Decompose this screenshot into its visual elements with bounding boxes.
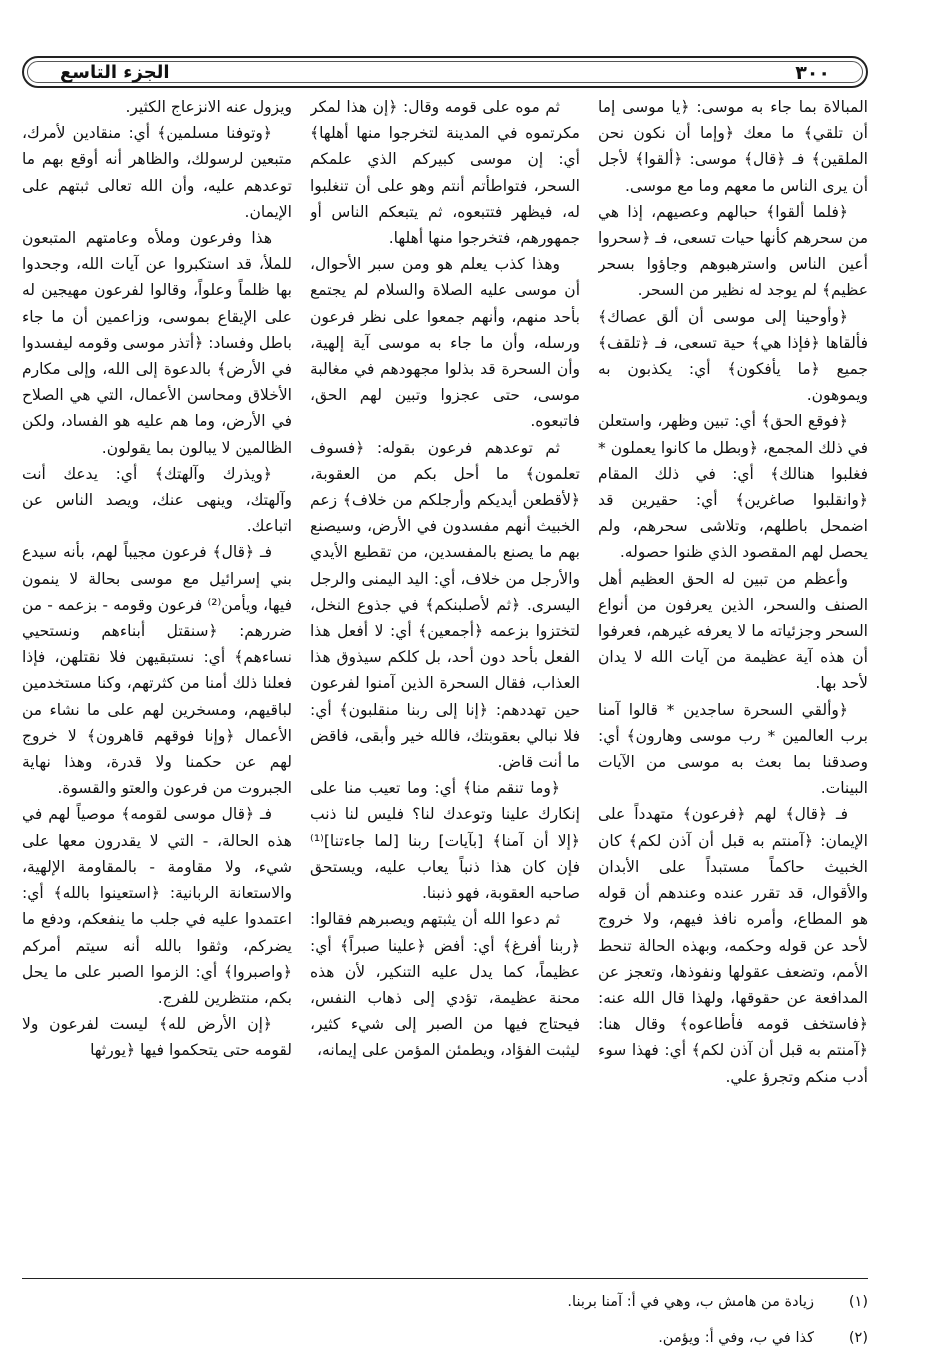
paragraph: ﴿وأوحينا إلى موسى أن ألق عصاك﴾ فألقاها ﴿فإذا هي﴾ حية تسعى، فـ ﴿تلقف﴾ جميع ﴿ما يأفكون﴾ أي: يكذبون به ويموهون. <box>598 307 868 405</box>
paragraph: وأعظم من تبين له الحق العظيم أهل الصنف والسحر، الذين يعرفون من أنواع السحر وجزئياته ما لا يعرفه غيرهم، فعرفوا أن هذه آية عظيمة من آيات الله لا يدان لأحد بها. <box>598 569 868 693</box>
part-title: الجزء التاسع <box>60 62 170 83</box>
footnote-divider <box>22 1278 868 1279</box>
paragraph: ﴿إن الأرض لله﴾ ليست لفرعون ولا لقومه حتى يتحكموا فيها ﴿يورثها <box>22 1015 292 1060</box>
column-left <box>22 94 292 1266</box>
paragraph: ﴿فوقع الحق﴾ أي: تبين وظهر، واستعلن في ذلك المجمع، ﴿وبطل ما كانوا يعملون * فغلبوا هنالك﴾ أي: في ذلك المقام ﴿وانقلبوا صاغرين﴾ أي: حقيرين قد اضمحل باطلهم، وتلاشى سحرهم، ولم يحصل لهم المقصود الذي ظنوا حصوله. <box>598 412 868 562</box>
paragraph: ﴿وألقي السحرة ساجدين * قالوا آمنا برب العالمين * رب موسى وهارون﴾ أي: وصدقنا بما بعث به موسى من الآيات البينات. <box>598 700 868 798</box>
paragraph: ويزول عنه الانزعاج الكثير. <box>125 98 292 116</box>
paragraph: وهذا كذب يعلم هو ومن سبر الأحوال، أن موسى عليه الصلاة والسلام لم يجتمع بأحد منهم، وأنهم جمعوا على نظر فرعون ورسله، وأن ما جاء به موسى آية إلهية، وأن السحرة قد بذلوا مجهودهم في مغالبة موسى، حتى عجزوا وتبين لهم الحق، فاتبعوه. <box>310 255 580 431</box>
paragraph: هذا وفرعون وملأه وعامتهم المتبعون للملأ، قد استكبروا عن آيات الله، وجحدوا بها ظلماً وعلواً، وقالوا لفرعون مهيجين له على الإيقاع بموسى، وزاعمين أن ما جاء باطل وفساد: ﴿أتذر موسى وقومه ليفسدوا في الأرض﴾ بالدعوة إلى الله، وإلى مكارم الأخلاق ومحاسن الأعمال، التي هي الصلاح في الأرض، وما هم عليه هو الفساد، ولكن الظالمين لا يبالون بما يقولون. <box>22 229 292 457</box>
column-right <box>598 94 868 1266</box>
running-header-frame <box>22 56 868 88</box>
paragraph: المبالاة بما جاء به موسى: ﴿يا موسى إما أن تلقي﴾ ما معك ﴿وإما أن نكون نحن الملقين﴾ فـ ﴿قال﴾ موسى: ﴿ألقوا﴾ لأجل أن يرى الناس ما معهم وما مع موسى. <box>598 98 868 195</box>
paragraph: ثم توعدهم فرعون بقوله: ﴿فسوف تعلمون﴾ ما أحل بكم من العقوبة، ﴿لأقطعن أيديكم وأرجلكم من خلاف﴾ زعم الخبيث أنهم مفسدون في الأرض، وسيصنع بهم ما يصنع بالمفسدين، من تقطيع الأيدي والأرجل من خلاف، أي: اليد اليمنى والرجل اليسرى. ﴿ثم لأصلبنكم﴾ في جذوع النخل، لتختزوا بزعمه ﴿أجمعين﴾ أي: لا أفعل هذا الفعل بأحد دون أحد، بل كلكم سيذوق هذا العذاب، فقال السحرة الذين آمنوا لفرعون حين تهددهم: ﴿إنا إلى ربنا منقلبون﴾ أي: فلا نبالي بعقوبتك، فالله خير وأبقى، فاقض ما أنت قاض. <box>310 438 580 772</box>
paragraph: فـ ﴿قال﴾ لهم ﴿فرعون﴾ متهدداً على الإيمان: ﴿آمنتم به قبل أن آذن لكم﴾ كان الخبيث حاكماً مستبداً على الأبدان والأقوال، قد تقرر عنده وعندهم أن قوله هو المطاع، وأمره نافذ فيهم، ولا خروج لأحد عن قوله وحكمه، وبهذه الحالة تنحط الأمم، وتضعف عقولها ونفوذها، وتعجز عن المدافعة عن حقوقها، ولهذا قال الله عنه: ﴿فاستخف قومه فأطاعوه﴾ وقال هنا: ﴿آمنتم به قبل أن آذن لكم﴾ أي: فهذا سوء أدب منكم وتجرؤ علي. <box>598 805 868 1086</box>
paragraph: ﴿ويذرك وآلهتك﴾ أي: يدعك أنت وآلهتك، وينهى عنك، ويصد الناس عن اتباعك. <box>22 464 292 536</box>
paragraph: ﴿وما تنقم منا﴾ أي: وما تعيب منا على إنكارك علينا وتوعدك لنا؟ فليس لنا ذنب ﴿إلا أن آمنا﴾ [بآيات] ربنا [لما جاءتنا]⁽¹⁾ فإن كان هذا ذنباً يعاب عليه، ويستحق صاحبه العقوبة، فهو ذنبنا. <box>310 779 580 903</box>
paragraph: ﴿وتوفنا مسلمين﴾ أي: منقادين لأمرك، متبعين لرسولك، والظاهر أنه أوقع بهم ما توعدهم عليه، وأن الله تعالى ثبتهم على الإيمان. <box>22 124 292 221</box>
footnote-number: (٢) <box>848 1330 868 1346</box>
footnote <box>22 1290 868 1314</box>
footnote-number: (١) <box>848 1294 868 1310</box>
paragraph: ثم موه على قومه وقال: ﴿إن هذا لمكر مكرتموه في المدينة لتخرجوا منها أهلها﴾ أي: إن موسى كبيركم الذي علمكم السحر، فتواطأتم أنتم وهو على أن تنغلبوا له، فيظهر فتتبعوه، ثم يتبعكم الناس أو جمهورهم، فتخرجوا منها أهلها. <box>310 98 580 248</box>
text-columns <box>22 94 868 1266</box>
footnote-text: كذا في ب، وفي أ: ويؤمن. <box>658 1330 814 1346</box>
footnotes <box>22 1290 868 1362</box>
column-middle <box>310 94 580 1266</box>
page-number: ٣٠٠ <box>795 62 830 84</box>
paragraph: ثم دعوا الله أن يثبتهم ويصبرهم فقالوا: ﴿ربنا أفرغ﴾ أي: أفض ﴿علينا صبراً﴾ أي: عظيماً، كما يدل عليه التنكير، لأن هذه محنة عظيمة، تؤدي إلى ذهاب النفس، فيحتاج فيها من الصبر إلى شيء كثير، ليثبت الفؤاد، ويطمئن المؤمن على إيمانه، <box>310 910 580 1060</box>
footnote-text: زيادة من هامش ب، وهي في أ: آمنا بربنا. <box>567 1294 814 1310</box>
paragraph: فـ ﴿قال موسى لقومه﴾ موصياً لهم في هذه الحالة، - التي لا يقدرون معها على شيء، ولا مقاومة - بالمقاومة الإلهية، والاستعانة الربانية: ﴿استعينوا بالله﴾ أي: اعتمدوا عليه في جلب ما ينفعكم، ودفع ما يضركم، وثقوا بالله أنه سيتم أمركم ﴿واصبروا﴾ أي: الزموا الصبر على ما يحل بكم، منتظرين للفرج. <box>22 805 292 1007</box>
paragraph: ﴿فلما ألقوا﴾ حبالهم وعصيهم، إذا هي من سحرهم كأنها حيات تسعى، فـ ﴿سحروا أعين الناس واسترهبوهم وجاؤوا بسحر عظيم﴾ لم يوجد له نظير من السحر. <box>598 202 868 300</box>
footnote <box>22 1326 868 1350</box>
paragraph: فـ ﴿قال﴾ فرعون مجيباً لهم، بأنه سيدع بني إسرائيل مع موسى بحالة لا ينمون فيها، ويأمن⁽²⁾ فرعون وقومه - بزعمه - من ضررهم: ﴿سنقتل أبناءهم ونستحيي نساءهم﴾ أي: نستبقيهن فلا نقتلهن، فإذا فعلنا ذلك أمنا من كثرتهم، وكنا مستخدمين لباقيهم، ومسخرين لهم على ما نشاء من الأعمال ﴿وإنا فوقهم قاهرون﴾ لا خروج لهم عن حكمنا ولا قدرة، وهذا نهاية الجبروت من فرعون والعتو والقسوة. <box>22 543 292 798</box>
